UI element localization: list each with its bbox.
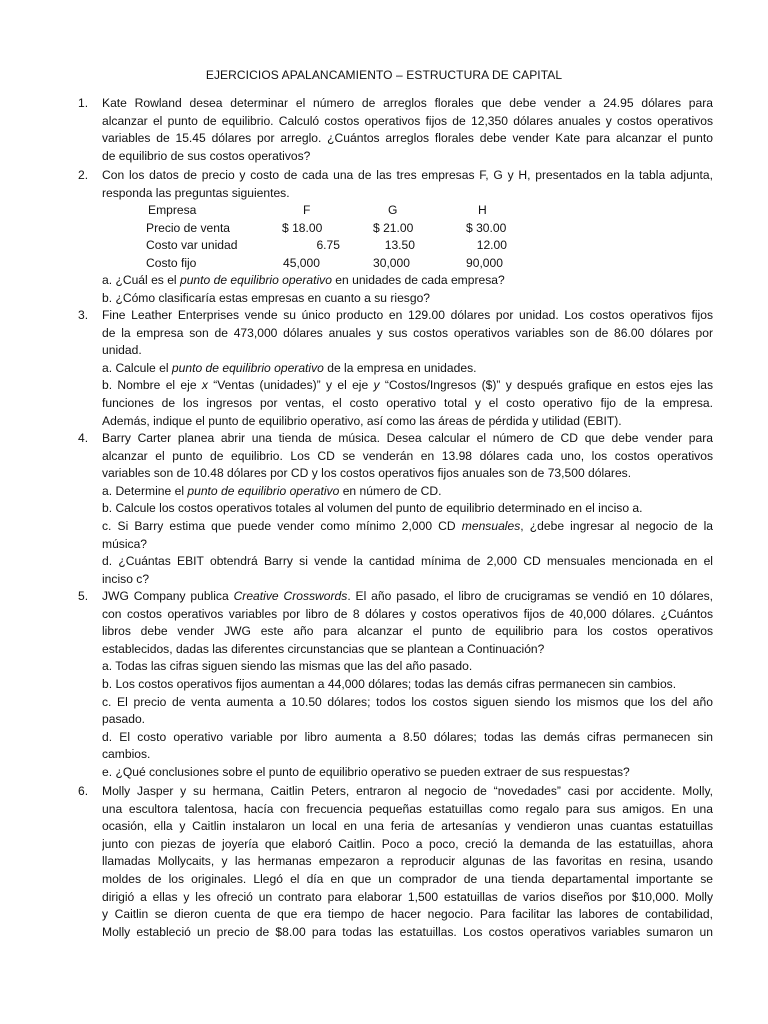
table-cell: 90,000 (466, 256, 503, 270)
table-cell: 30,000 (373, 256, 410, 270)
question-6 (102, 783, 713, 941)
table-row-label: Costo var unidad (146, 238, 238, 252)
emphasis-text: y (373, 378, 380, 393)
text-run: en número de CD. (339, 483, 442, 498)
question-3b-line: Además, indique el punto de equilibrio operativo, así como las áreas de pérdida y utilidad (EBIT). (102, 413, 622, 428)
text-run: c. Si Barry estima que puede vender como mínimo 2,000 CD (102, 518, 462, 533)
table-cell: 6.75 (316, 238, 340, 252)
question-2-subparts (102, 272, 713, 307)
question-3 (102, 307, 713, 430)
question-6-line: Molly Jasper y su hermana, Caitlin Peters, entraron al negocio de “novedades” casi por accidente. Molly, (102, 784, 713, 798)
question-4d-line: inciso c? (102, 571, 150, 586)
question-4 (102, 430, 713, 588)
question-6-line: moldes de los originales. Llegó el día en que un comprador de una tienda departamental importante se (102, 871, 713, 886)
emphasis-text: punto de equilibrio operativo (187, 483, 340, 498)
table-header-empresa: Empresa (148, 203, 197, 217)
question-1-line: de equilibrio de sus costos operativos? (102, 148, 311, 163)
question-5a: a. Todas las cifras siguen siendo las mismas que las del año pasado. (102, 659, 473, 674)
table-header-h: H (478, 203, 487, 217)
question-number-4: 4. (78, 431, 89, 445)
question-number-2: 2. (78, 168, 89, 182)
question-5-line: establecidos, dadas las diferentes circunstancias que se plantean a Continuación? (102, 641, 545, 656)
table-row-label: Precio de venta (146, 221, 231, 235)
question-5-line: con costos operativos variables por libro de 8 dólares y costos operativos fijos de 40,000 dólares. ¿Cuántos (102, 606, 713, 621)
question-4-line: variables son de 10.48 dólares por CD y los costos operativos fijos anuales son de 73,500 dólares. (102, 466, 632, 481)
question-1-line: Kate Rowland desea determinar el número de arreglos florales que debe vender a 24.95 dólares para (102, 96, 713, 110)
question-2-line: responda las preguntas siguientes. (102, 185, 290, 200)
question-3-line: unidad. (102, 343, 142, 358)
text-run: de la empresa en unidades. (323, 360, 477, 375)
question-5 (102, 588, 713, 782)
question-1-line: alcanzar el punto de equilibrio. Calculó costos operativos fijos de 12,350 dólares anuales y costos operativos (102, 113, 713, 128)
table-cell: $ 21.00 (373, 221, 414, 235)
question-5b: b. Los costos operativos fijos aumentan a 44,000 dólares; todas las demás cifras permanecen sin cambios. (102, 676, 677, 691)
document-title: EJERCICIOS APALANCAMIENTO – ESTRUCTURA DE CAPITAL (205, 68, 563, 82)
question-5c-line: c. El precio de venta aumenta a 10.50 dólares; todos los costos siguen siendo los mismos que los del año (102, 694, 713, 709)
text-run: “Costos/Ingresos ($)” y después grafique en estos ejes las (379, 378, 713, 393)
question-2 (102, 167, 713, 202)
table-cell: $ 18.00 (282, 221, 323, 235)
question-5e: e. ¿Qué conclusiones sobre el punto de equilibrio operativo se pueden extraer de sus respuestas? (102, 764, 630, 779)
table-cell: 12.00 (476, 238, 507, 252)
emphasis-text: punto de equilibrio operativo (171, 360, 324, 375)
text-run: a. Determine el (102, 483, 188, 498)
question-number-1: 1. (78, 96, 89, 110)
question-4-line: alcanzar el punto de equilibrio. Los CD se venderán en 13.98 dólares cada uno, los costos operativos (102, 448, 713, 463)
question-6-line: dirigió a ellas y les ofreció un contrato para elaborar 1,500 estatuillas de varios diseños por $10,000. Molly (102, 889, 713, 904)
question-4b: b. Calcule los costos operativos totales al volumen del punto de equilibrio determinado en el inciso a. (102, 501, 643, 516)
question-number-6: 6. (78, 784, 89, 798)
question-3b-line (102, 377, 713, 395)
question-5-line: libros debe vender JWG este año para alcanzar el punto de equilibrio para los costos operativos (102, 624, 713, 639)
question-number-5: 5. (78, 589, 89, 603)
question-5c-line: pasado. (102, 712, 146, 727)
question-4c-line (102, 518, 713, 536)
text-run: JWG Company publica (102, 589, 234, 603)
emphasis-text: punto de equilibrio operativo (179, 273, 332, 287)
question-2-line: Con los datos de precio y costo de cada una de las tres empresas F, G y H, presentados en la tabla adjunta, (102, 168, 713, 182)
text-run: b. Nombre el eje (102, 378, 202, 393)
table-cell: $ 30.00 (466, 221, 507, 235)
table-row-label: Costo fijo (146, 256, 197, 270)
table-cell: 45,000 (283, 256, 320, 270)
question-4a (102, 483, 713, 501)
question-4c-line: música? (102, 536, 148, 551)
emphasis-text: mensuales (461, 518, 521, 533)
question-6-line: ocasión, ella y Caitlin instalaron un local en una feria de artesanías y vendieron unas cuantas estatuillas (102, 819, 713, 834)
emphasis-text: Creative Crosswords (233, 589, 348, 603)
text-run: . El año pasado, el libro de crucigramas se vendió en 10 dólares, (347, 589, 713, 603)
question-number-3: 3. (78, 308, 89, 322)
question-6-line: llamadas Mollycaits, y las hermanas empezaron a reproducir algunas de las favoritas en resina, usando (102, 854, 713, 869)
question-3b-line: funciones de los ingresos por ventas, el costo operativo total y el costo operativo fijo de la empresa. (102, 395, 713, 410)
question-5d-line: d. El costo operativo variable por libro aumenta a 8.50 dólares; todas las demás cifras permanecen sin (102, 729, 713, 744)
question-3-line: de la empresa son de 473,000 dólares anuales y sus costos operativos variables son de 86.00 dólares por (102, 325, 713, 340)
text-run: a. ¿Cuál es el (102, 273, 180, 287)
text-run: en unidades de cada empresa? (331, 273, 505, 287)
question-6-line: y Caitlin se dieron cuenta de que era tiempo de hacer negocio. Para facilitar las labores de contabilidad, (102, 907, 713, 922)
question-5-line (102, 588, 713, 606)
question-1 (102, 95, 713, 165)
text-run: “Ventas (unidades)” y el eje (207, 378, 374, 393)
question-3-line: Fine Leather Enterprises vende su único producto en 129.00 dólares por unidad. Los costos operativos fijos (102, 308, 713, 322)
question-6-line: junto con piezas de joyería que elaboró Caitlin. Poco a poco, creció la demanda de las estatuillas, ahora (102, 836, 713, 851)
question-3a (102, 360, 713, 378)
question-2a (102, 272, 713, 290)
question-4-line: Barry Carter planea abrir una tienda de música. Desea calcular el número de CD que debe vender para (102, 431, 713, 445)
emphasis-text: x (201, 378, 208, 393)
text-run: , ¿debe ingresar al negocio de la (520, 518, 713, 533)
table-header-f: F (303, 203, 311, 217)
question-6-line: Molly estableció un precio de $8.00 para todas las estatuillas. Los costos operativos variables sumaron un (102, 924, 713, 939)
question-5d-line: cambios. (102, 747, 151, 762)
question-6-line: una escultora talentosa, hacía con frecuencia pequeñas estatuillas como regalo para sus amigos. En una (102, 801, 713, 816)
table-cell: 13.50 (384, 238, 415, 252)
question-2b: b. ¿Cómo clasificaría estas empresas en cuanto a su riesgo? (102, 290, 431, 305)
question-1-line: variables de 15.45 dólares por arreglo. ¿Cuántos arreglos florales debe vender Kate para alcanzar el punto (102, 131, 713, 146)
text-run: a. Calcule el (102, 360, 172, 375)
table-header-g: G (388, 203, 398, 217)
question-4d-line: d. ¿Cuántas EBIT obtendrá Barry si vende la cantidad mínima de 2,000 CD mensuales mencionada en el (102, 554, 713, 569)
